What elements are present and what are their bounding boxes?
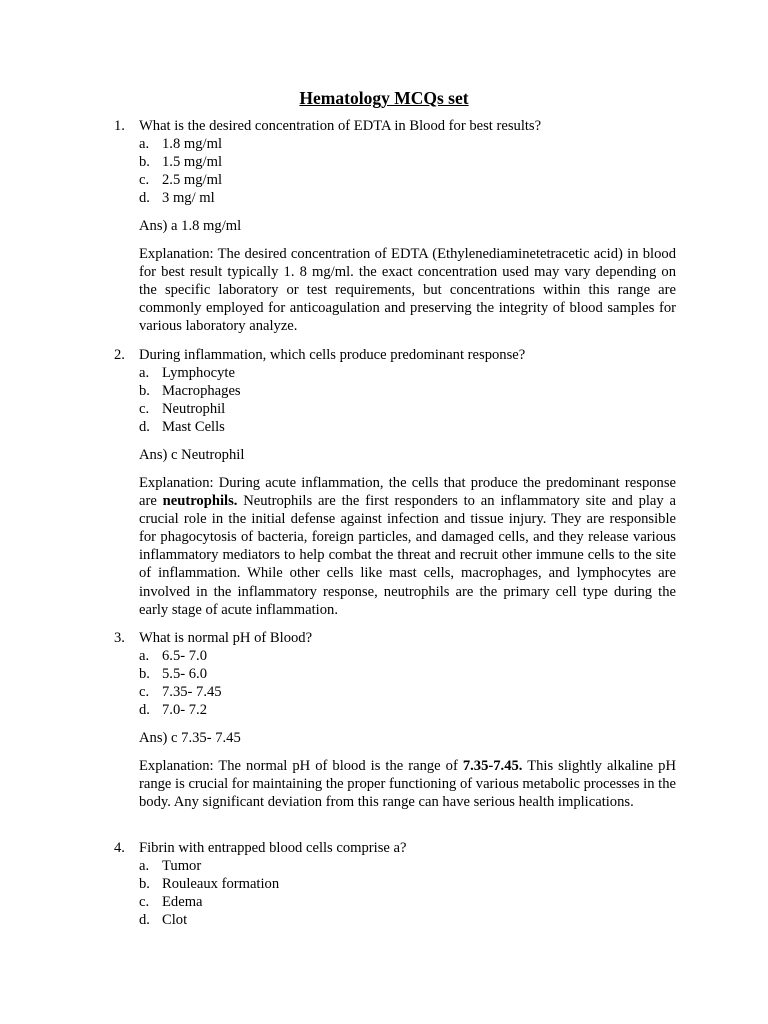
- explanation-text: Explanation: The desired concentration of EDTA (Ethylenediaminetetracetic acid) in blood for best result typically 1. 8 mg/ml. the exact concentration used may vary depending on the specific laboratory or test requirements, but concentrations within this range are commonly employed for anticoagulation and preserving the integrity of blood samples for various laboratory analyze.: [139, 246, 676, 335]
- options-list: [114, 857, 676, 929]
- question-number: 4.: [114, 840, 125, 856]
- option-letter: d.: [139, 912, 150, 928]
- option-text: Tumor: [162, 858, 202, 874]
- option-text: Mast Cells: [162, 419, 225, 435]
- page-title: Hematology MCQs set: [299, 88, 469, 108]
- option-letter: b.: [139, 154, 150, 170]
- question-1: [114, 117, 676, 335]
- options-list: [114, 364, 676, 436]
- option-a: [114, 135, 676, 153]
- option-letter: c.: [139, 401, 150, 417]
- explanation-paragraph: [139, 245, 676, 335]
- option-text: 2.5 mg/ml: [162, 172, 222, 188]
- explanation-bold: neutrophils.: [162, 493, 238, 510]
- question-text: During inflammation, which cells produce predominant response?: [139, 347, 526, 363]
- option-c: [114, 893, 676, 911]
- option-text: 1.8 mg/ml: [162, 136, 222, 152]
- option-text: Lymphocyte: [162, 365, 235, 381]
- option-text: Rouleaux formation: [162, 876, 280, 892]
- option-a: [114, 857, 676, 875]
- option-text: 7.0- 7.2: [162, 702, 207, 718]
- option-text: 1.5 mg/ml: [162, 154, 222, 170]
- option-d: [114, 189, 676, 207]
- question-text: Fibrin with entrapped blood cells comprise a?: [139, 840, 407, 856]
- option-letter: a.: [139, 136, 150, 152]
- option-c: [114, 683, 676, 701]
- option-text: 5.5- 6.0: [162, 666, 207, 682]
- option-letter: c.: [139, 894, 150, 910]
- question-text: What is the desired concentration of EDTA in Blood for best results?: [139, 118, 542, 134]
- option-letter: b.: [139, 876, 150, 892]
- option-text: Edema: [162, 894, 203, 910]
- option-d: [114, 418, 676, 436]
- question-text: What is normal pH of Blood?: [139, 630, 313, 646]
- question-line: [114, 629, 676, 647]
- explanation-text-rest: This slightly alkaline pH range is crucial for maintaining the proper functioning of various metabolic processes in the body. Any significant deviation from this range can have serious health implications.: [139, 758, 676, 811]
- option-letter: a.: [139, 648, 150, 664]
- question-line: [114, 346, 676, 364]
- question-line: [114, 117, 676, 135]
- option-a: [114, 364, 676, 382]
- explanation-bold: 7.35-7.45.: [462, 758, 523, 774]
- answer-line: Ans) c 7.35- 7.45: [139, 730, 241, 746]
- option-letter: d.: [139, 419, 150, 435]
- option-b: [114, 382, 676, 400]
- option-text: Macrophages: [162, 383, 241, 399]
- option-letter: c.: [139, 172, 150, 188]
- option-letter: b.: [139, 666, 150, 682]
- option-a: [114, 647, 676, 665]
- explanation-paragraph: [139, 474, 676, 619]
- explanation-text: Explanation: The normal pH of blood is the range of: [139, 758, 463, 774]
- explanation-paragraph: [139, 757, 676, 811]
- option-text: Neutrophil: [162, 401, 226, 417]
- question-number: 3.: [114, 630, 125, 646]
- explanation-text-rest: Neutrophils are the first responders to an inflammatory site and play a crucial role in the initial defense against infection and tissue injury. They are responsible for phagocytosis of bacteria, foreign particles, and damaged cells, and they release various inflammatory mediators to help combat the threat and recruit other immune cells to the site of inflammation. While other cells like mast cells, macrophages, and lymphocytes are involved in the inflammatory response, neutrophils are the primary cell type during the early stage of acute inflammation.: [139, 493, 676, 618]
- option-b: [114, 153, 676, 171]
- option-b: [114, 875, 676, 893]
- option-text: 3 mg/ ml: [162, 190, 215, 206]
- question-number: 2.: [114, 347, 125, 363]
- option-letter: a.: [139, 858, 150, 874]
- option-text: Clot: [162, 912, 188, 928]
- question-2: [114, 346, 676, 619]
- answer-line: Ans) c Neutrophil: [139, 447, 245, 463]
- option-b: [114, 665, 676, 683]
- options-list: [114, 647, 676, 719]
- option-text: 6.5- 7.0: [162, 648, 207, 664]
- question-number: 1.: [114, 118, 125, 134]
- options-list: [114, 135, 676, 207]
- option-letter: c.: [139, 684, 150, 700]
- option-text: 7.35- 7.45: [162, 684, 222, 700]
- question-3: [114, 629, 676, 811]
- option-c: [114, 400, 676, 418]
- question-4: [114, 839, 676, 929]
- option-letter: d.: [139, 190, 150, 206]
- question-line: [114, 839, 676, 857]
- option-letter: a.: [139, 365, 150, 381]
- explanation-text: Explanation: During acute inflammation, the cells that produce the predominant response are: [139, 475, 676, 510]
- answer-line: Ans) a 1.8 mg/ml: [139, 218, 242, 234]
- option-d: [114, 701, 676, 719]
- option-letter: b.: [139, 383, 150, 399]
- option-c: [114, 171, 676, 189]
- option-d: [114, 911, 676, 929]
- option-letter: d.: [139, 702, 150, 718]
